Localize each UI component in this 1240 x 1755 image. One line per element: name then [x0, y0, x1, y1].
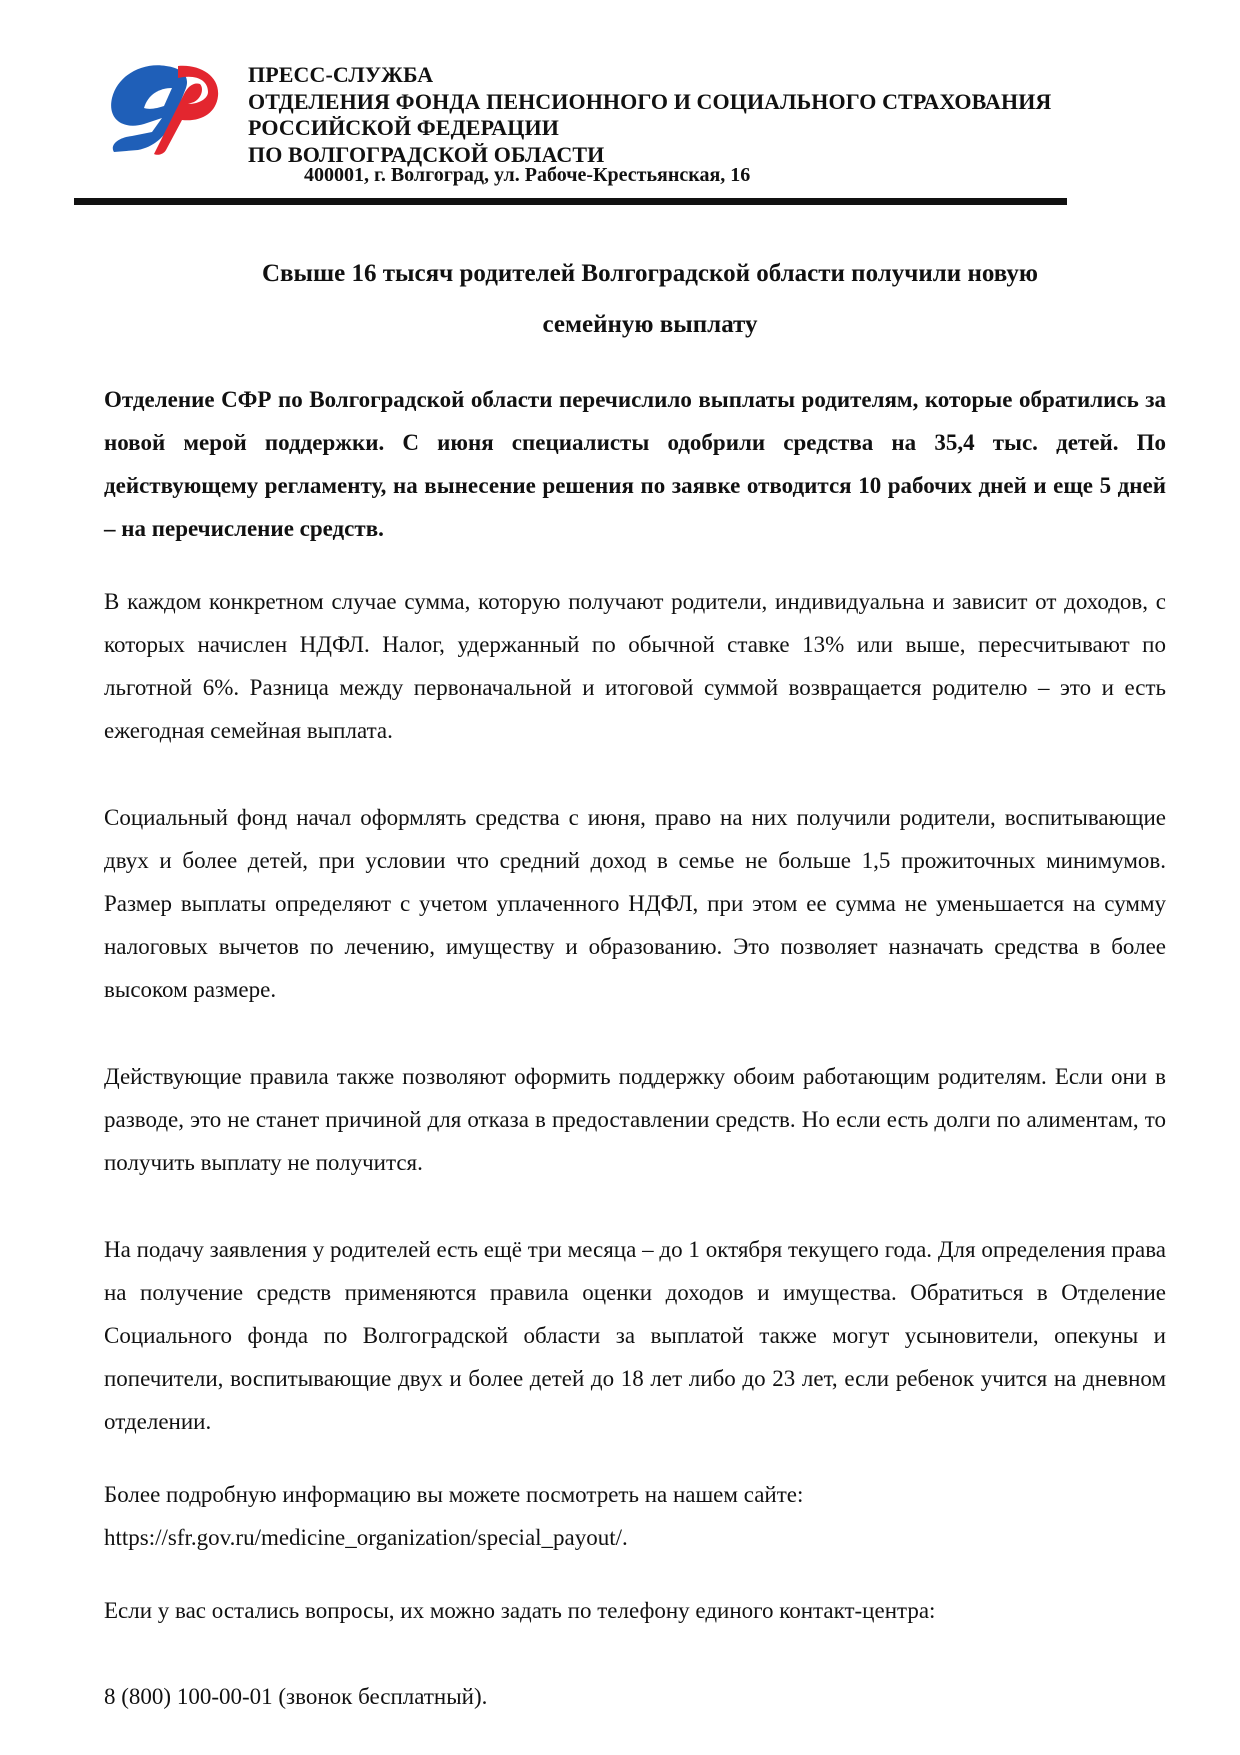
more-info-text: Более подробную информацию вы можете посмотреть на нашем сайте: — [104, 1482, 804, 1507]
organization-address: 400001, г. Волгоград, ул. Рабоче-Крестьянская, 16 — [304, 164, 751, 186]
contact-phone[interactable]: 8 (800) 100-00-01 (звонок бесплатный). — [104, 1684, 488, 1709]
title-line-1: Свыше 16 тысяч родителей Волгоградской области получили новую — [261, 260, 1038, 287]
org-line: ПО ВОЛГОГРАДСКОЙ ОБЛАСТИ — [248, 141, 605, 167]
document-title — [150, 248, 1150, 350]
letterhead — [104, 52, 1104, 192]
paragraph-2: Социальный фонд начал оформлять средства с июня, право на них получили родители, воспитывающие двух и более детей, при условии что средний доход в семье не больше 1,5 прожиточных минимумов. Размер выплаты определяют с учетом уплаченного НДФЛ, при этом ее сумма не уменьшается на сумму налоговых вычетов по лечению, имуществу и образованию. Это позволяет назначать средства в более высоком размере. — [104, 805, 1166, 1002]
title-line-2: семейную выплату — [542, 311, 758, 338]
sfr-logo-icon — [104, 58, 224, 156]
lead-paragraph: Отделение СФР по Волгоградской области перечислило выплаты родителям, которые обратились за новой мерой поддержки. С июня специалисты одобрили средства на 35,4 тыс. детей. По действующему регламенту, на вынесение решения по заявке отводится 10 рабочих дней и еще 5 дней – на перечисление средств. — [104, 387, 1166, 541]
paragraph-4: На подачу заявления у родителей есть ещё три месяца – до 1 октября текущего года. Для определения права на получение средств применяются правила оценки доходов и имущества. Обратиться в Отделение Социального фонда по Волгоградской области за выплатой также могут усыновители, опекуны и попечители, воспитывающие двух и более детей до 18 лет либо до 23 лет, если ребенок учится на дневном отделении. — [104, 1237, 1166, 1434]
document-body — [104, 378, 1166, 1718]
paragraph-3: Действующие правила также позволяют оформить поддержку обоим работающим родителям. Если они в разводе, это не станет причиной для отказа в предоставлении средств. Но если есть долги по алиментам, то получить выплату не получится. — [104, 1064, 1166, 1175]
paragraph-1: В каждом конкретном случае сумма, которую получают родители, индивидуальна и зависит от доходов, с которых начислен НДФЛ. Налог, удержанный по обычной ставке 13% или выше, пересчитывают по льготной 6%. Разница между первоначальной и итоговой суммой возвращается родителю – это и есть ежегодная семейная выплата. — [104, 589, 1166, 743]
website-link[interactable]: https://sfr.gov.ru/medicine_organization/special_payout/. — [104, 1525, 628, 1550]
contact-text: Если у вас остались вопросы, их можно задать по телефону единого контакт-центра: — [104, 1598, 936, 1623]
org-line: РОССИЙСКОЙ ФЕДЕРАЦИИ — [248, 115, 559, 140]
org-line: ПРЕСС-СЛУЖБА — [248, 62, 434, 87]
header-divider — [74, 198, 1067, 205]
org-line: ОТДЕЛЕНИЯ ФОНДА ПЕНСИОННОГО И СОЦИАЛЬНОГО СТРАХОВАНИЯ — [248, 88, 1052, 114]
organization-name — [248, 62, 1051, 168]
